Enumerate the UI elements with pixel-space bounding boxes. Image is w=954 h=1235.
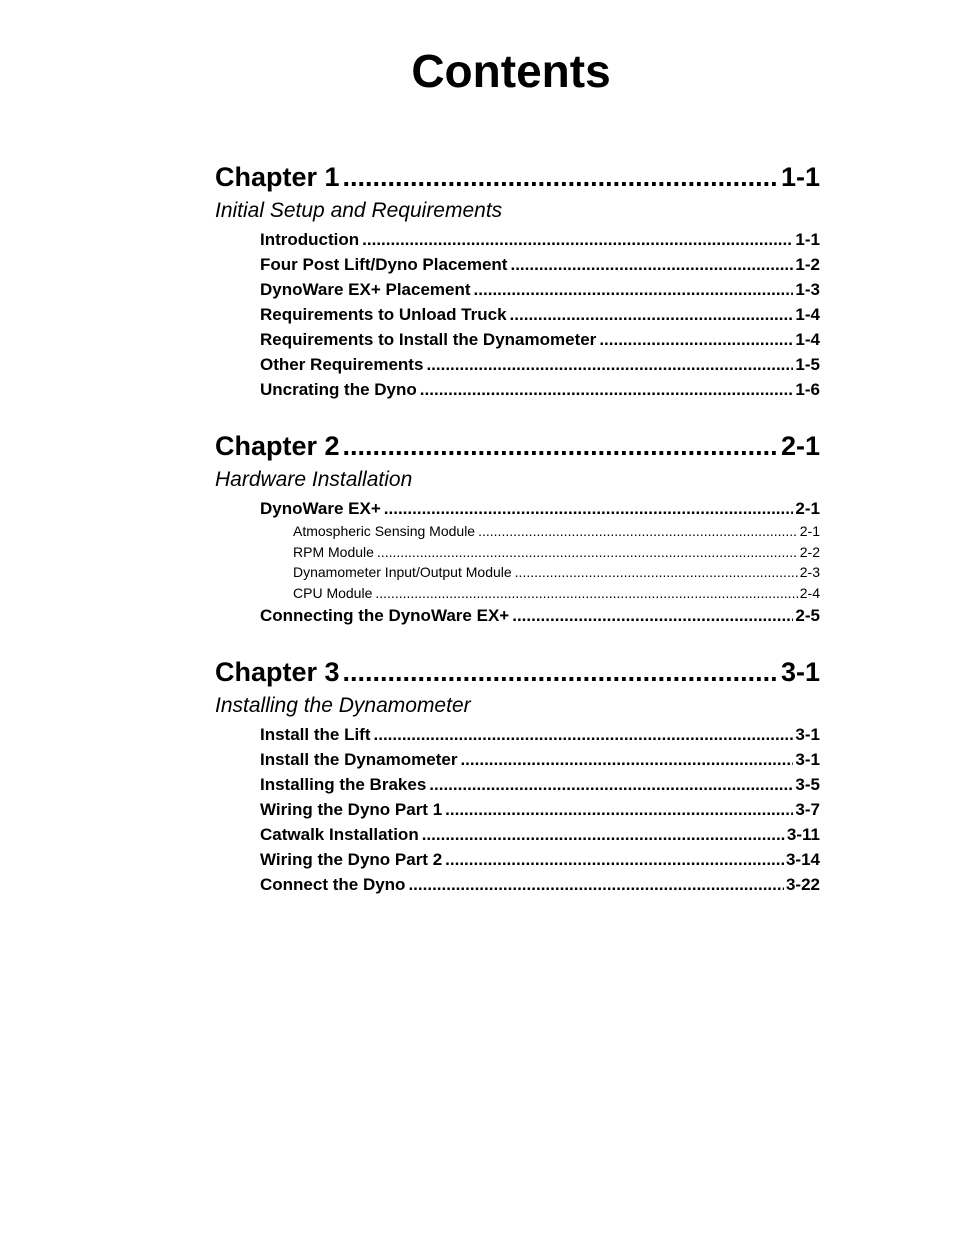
dot-leader xyxy=(343,429,779,464)
toc-section-entry-label: Introduction xyxy=(260,230,360,249)
toc-section-entry-page-number: 1-6 xyxy=(795,380,820,399)
chapter-block xyxy=(215,429,820,628)
toc-section-entry-label: Connect the Dyno xyxy=(260,875,406,894)
dot-leader xyxy=(460,747,793,772)
chapter-subtitle: Hardware Installation xyxy=(215,468,413,491)
dot-leader xyxy=(420,377,794,402)
toc-section-entry-page-number: 3-7 xyxy=(795,800,820,819)
page-title: Contents xyxy=(411,45,611,97)
toc-subsection-entry[interactable] xyxy=(215,583,820,604)
toc-subsection-entry-label: CPU Module xyxy=(293,584,373,601)
dot-leader xyxy=(408,872,784,897)
toc-section-entry[interactable] xyxy=(215,747,820,772)
toc-section-entry-page-number: 3-5 xyxy=(795,775,820,794)
toc-subsection-entry[interactable] xyxy=(215,521,820,542)
toc-section-entry-page-number: 1-3 xyxy=(795,280,820,299)
chapter-subtitle: Installing the Dynamometer xyxy=(215,694,471,717)
chapter-heading[interactable] xyxy=(215,160,820,195)
dot-leader xyxy=(474,277,794,302)
toc-section-entry-label: Wiring the Dyno Part 2 xyxy=(260,850,443,869)
toc-section-entry[interactable] xyxy=(215,822,820,847)
toc-section-entry[interactable] xyxy=(215,722,820,747)
chapter-heading-label: Chapter 1 xyxy=(215,162,340,192)
toc-section-entry-label: Catwalk Installation xyxy=(260,825,419,844)
toc-subsection-entry-label: RPM Module xyxy=(293,543,374,560)
toc-subsection-entry-page-number: 2-1 xyxy=(799,523,820,539)
chapter-heading-label: Chapter 2 xyxy=(215,431,340,461)
toc-subsection-entry-page-number: 2-3 xyxy=(799,564,820,580)
table-of-contents xyxy=(215,160,820,924)
chapter-block xyxy=(215,655,820,897)
chapter-heading-page-number: 1-1 xyxy=(780,162,820,192)
dot-leader xyxy=(510,252,793,277)
chapter-block xyxy=(215,160,820,402)
toc-section-entry[interactable] xyxy=(215,302,820,327)
chapter-heading-page-number: 2-1 xyxy=(780,431,820,461)
chapter-heading-label: Chapter 3 xyxy=(215,657,340,687)
toc-section-entry-page-number: 1-2 xyxy=(795,255,820,274)
dot-leader xyxy=(362,227,793,252)
toc-section-entry-page-number: 3-14 xyxy=(785,850,820,869)
dot-leader xyxy=(515,562,798,583)
toc-section-entry[interactable] xyxy=(215,252,820,277)
dot-leader xyxy=(375,583,797,604)
toc-section-entry-label: Install the Dynamometer xyxy=(260,750,458,769)
toc-section-entry-page-number: 3-1 xyxy=(795,725,820,744)
toc-subsection-entry-page-number: 2-4 xyxy=(799,584,820,601)
toc-section-entry[interactable] xyxy=(215,496,820,521)
dot-leader xyxy=(445,847,784,872)
toc-section-entry-label: Installing the Brakes xyxy=(260,775,427,794)
dot-leader xyxy=(510,302,794,327)
chapter-heading-page-number: 3-1 xyxy=(780,657,820,687)
toc-section-entry-page-number: 1-4 xyxy=(795,330,820,349)
toc-section-entry[interactable] xyxy=(215,603,820,628)
toc-section-entry-label: Other Requirements xyxy=(260,355,424,374)
toc-section-entry-page-number: 1-1 xyxy=(795,230,820,249)
dot-leader xyxy=(343,655,779,690)
toc-section-entry-page-number: 2-5 xyxy=(795,606,820,625)
toc-section-entry-label: DynoWare EX+ Placement xyxy=(260,280,471,299)
toc-section-entry[interactable] xyxy=(215,277,820,302)
toc-subsection-entry-label: Dynamometer Input/Output Module xyxy=(293,564,512,580)
toc-section-entry[interactable] xyxy=(215,847,820,872)
chapter-heading[interactable] xyxy=(215,655,820,690)
toc-section-entry-label: DynoWare EX+ xyxy=(260,499,381,518)
toc-section-entry-page-number: 3-1 xyxy=(795,750,820,769)
toc-section-entry-label: Requirements to Unload Truck xyxy=(260,305,507,324)
toc-section-entry[interactable] xyxy=(215,327,820,352)
toc-section-entry-label: Requirements to Install the Dynamometer xyxy=(260,330,597,349)
dot-leader xyxy=(384,496,794,521)
toc-section-entry-page-number: 1-5 xyxy=(795,355,820,374)
dot-leader xyxy=(429,772,793,797)
toc-section-entry-label: Uncrating the Dyno xyxy=(260,380,417,399)
toc-section-entry[interactable] xyxy=(215,352,820,377)
toc-section-entry-label: Wiring the Dyno Part 1 xyxy=(260,800,443,819)
chapter-subtitle: Initial Setup and Requirements xyxy=(215,199,503,222)
toc-section-entry-label: Connecting the DynoWare EX+ xyxy=(260,606,510,625)
toc-section-entry[interactable] xyxy=(215,797,820,822)
toc-section-entry-page-number: 1-4 xyxy=(795,305,820,324)
dot-leader xyxy=(445,797,793,822)
toc-section-entry-label: Four Post Lift/Dyno Placement xyxy=(260,255,508,274)
toc-subsection-entry[interactable] xyxy=(215,542,820,563)
toc-subsection-entry[interactable] xyxy=(215,562,820,583)
dot-leader xyxy=(374,722,794,747)
dot-leader xyxy=(422,822,785,847)
toc-section-entry[interactable] xyxy=(215,772,820,797)
dot-leader xyxy=(599,327,793,352)
dot-leader xyxy=(377,542,798,563)
dot-leader xyxy=(512,603,793,628)
toc-section-entry-label: Install the Lift xyxy=(260,725,371,744)
toc-section-entry[interactable] xyxy=(215,377,820,402)
dot-leader xyxy=(426,352,793,377)
dot-leader xyxy=(343,160,779,195)
chapter-heading[interactable] xyxy=(215,429,820,464)
dot-leader xyxy=(478,521,798,542)
toc-section-entry-page-number: 3-22 xyxy=(785,875,820,894)
toc-section-entry[interactable] xyxy=(215,227,820,252)
toc-section-entry-page-number: 3-11 xyxy=(786,825,820,844)
toc-subsection-entry-label: Atmospheric Sensing Module xyxy=(293,523,476,539)
toc-section-entry-page-number: 2-1 xyxy=(795,499,820,518)
toc-subsection-entry-page-number: 2-2 xyxy=(799,543,820,560)
toc-section-entry[interactable] xyxy=(215,872,820,897)
